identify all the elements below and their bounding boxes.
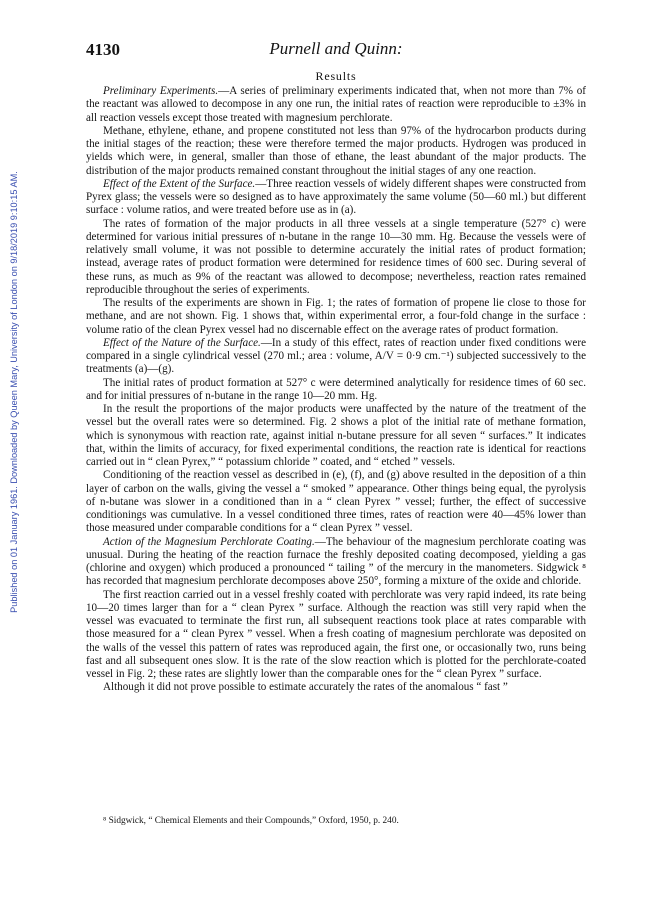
- paragraph-extent-of-surface: [86, 178, 586, 218]
- paragraph-text: —Three reaction vessels of widely different shapes were constructed from Pyrex glass; the vessels were so designed as to have approximately the same volume (50—60 ml.) but different surface : volume ratios, and were treated before use as in (a).: [86, 177, 587, 217]
- paragraph-major-products: [86, 125, 586, 178]
- page-number: 4130: [86, 40, 120, 59]
- article-body: [86, 85, 586, 695]
- paragraph-text: In the result the proportions of the major products were unaffected by the nature of the treatment of the vessel but the overall rates were so determined. Fig. 2 shows a plot of the initial rate of methane formation, which is synonymous with reaction rate, against initial n-butane pressure for all seven “ surfaces.” It indicates that, within the limits of accuracy, for fixed experimental conditions, the reaction rate is identical for reactions carried out in “ clean Pyrex,” “ potassium chloride ” coated, and “ etched ” vessels.: [86, 403, 586, 468]
- paragraph-fig1-results: [86, 297, 586, 337]
- paragraph-fast-rates: [86, 681, 586, 694]
- paragraph-text: —In a study of this effect, rates of reaction under fixed conditions were compared in a single cylindrical vessel (270 ml.; area : volume, A/V = 0·9 cm.⁻¹) subjected successively to the treatments (a)—(g).: [86, 336, 586, 376]
- page-header: [86, 40, 586, 62]
- paragraph-conditioning: [86, 469, 586, 535]
- paragraph-text: Methane, ethylene, ethane, and propene constituted not less than 97% of the hydrocarbon products during the initial stages of the reaction; these were therefore termed the major products. Hydrogen was produced in yields which were, in general, smaller than those of ethane, the least abundant of the major products. The distribution of the major products remained constant throughout the initial stages of any one reaction.: [86, 124, 586, 177]
- paragraph-first-reaction: [86, 589, 586, 682]
- paragraph-perchlorate-coating: [86, 536, 586, 589]
- paragraph-text: —A series of preliminary experiments indicated that, when not more than 7% of the reactant was allowed to decompose in any one run, the initial rates of reaction were reproducible to ±3% in all reaction vessels except those treated with magnesium perchlorate.: [86, 85, 586, 124]
- paragraph-text: Conditioning of the reaction vessel as described in (e), (f), and (g) above resulted in the deposition of a thin layer of carbon on the walls, giving the vessel a “ smoked ” appearance. Other things being equal, the pyrolysis of n-butane was slower in a conditioned than in a “ clean Pyrex ” vessel; further, the effect of successive conditionings was cumulative. In a vessel conditioned three times, rates of reaction were 40—45% lower than those measured under comparable conditions for a “ clean Pyrex ” vessel.: [86, 469, 586, 535]
- paragraph-initial-rates: [86, 377, 586, 404]
- paragraph-text: Although it did not prove possible to estimate accurately the rates of the anomalous “ fast ”: [103, 681, 508, 694]
- paragraph-lead: Effect of the Extent of the Surface.: [103, 177, 256, 190]
- section-heading: Results: [315, 69, 357, 83]
- paragraph-lead: Effect of the Nature of the Surface.: [103, 336, 261, 349]
- paragraph-nature-of-surface: [86, 337, 586, 377]
- paragraph-text: The initial rates of product formation at 527° c were determined analytically for residence times of 60 sec. and for initial pressures of n-butane in the range 10—20 mm. Hg.: [86, 376, 586, 402]
- paragraph-lead: Preliminary Experiments.: [103, 85, 219, 97]
- paragraph-text: —The behaviour of the magnesium perchlorate coating was unusual. During the heating of the reaction furnace the freshly deposited coating decomposed, yielding a gas (chlorine and oxygen) which produced a pronounced “ tailing ” of the mercury in the manometers. Sidgwick ⁸ has recorded that magnesium perchlorate decomposes above 250°, forming a mixture of the oxide and chloride.: [86, 535, 586, 588]
- paragraph-lead: Action of the Magnesium Perchlorate Coating.: [103, 535, 315, 548]
- paragraph-fig2-results: [86, 403, 586, 469]
- paragraph-text: The results of the experiments are shown in Fig. 1; the rates of formation of propene lie close to those for methane, and are not shown. Fig. 1 shows that, within experimental error, a four-fold change in the surface : volume ratio of the clean Pyrex vessel had no discernable effect on the average rates of product formation.: [86, 297, 586, 336]
- download-provenance-sidebar: [2, 92, 26, 692]
- footnote: ⁸ Sidgwick, “ Chemical Elements and their Compounds,” Oxford, 1950, p. 240.: [103, 816, 399, 826]
- paragraph-text: The first reaction carried out in a vessel freshly coated with perchlorate was very rapid indeed, its rate being 10—20 times larger than for a “ clean Pyrex ” surface. Although the reaction was still very rapid when the vessel was evacuated to terminate the first run, all subsequent reactions took place at rates comparable with those measured for a “ clean Pyrex ” vessel. When a fresh coating of magnesium perchlorate was deposited on the walls of the vessel this pattern of rates was reproduced again, the first one, or occasionally two, runs being fast and all subsequent ones slow. It is the rate of the slow reaction which is plotted for the perchlorate-coated vessel in Fig. 2; these rates are slightly lower than the comparable ones for the “ clean Pyrex ” surface.: [86, 588, 586, 680]
- provenance-text: Published on 01 January 1961. Downloaded by Queen Mary, University of London on 9/18/2019 9:10:15 AM.: [9, 171, 19, 613]
- paragraph-preliminary-experiments: [86, 85, 586, 125]
- running-title: Purnell and Quinn:: [269, 39, 403, 58]
- paragraph-rates-of-formation: [86, 218, 586, 298]
- paragraph-text: The rates of formation of the major products in all three vessels at a single temperature (527° c) were determined for various initial pressures of n-butane in the range 10—30 mm. Hg. Because the vessels were of relatively small volume, it was not possible to determine accurately the initial rates of product formation; instead, average rates of product formation were determined for residence times of 600 sec. During several of these runs, as much as 9% of the reactant was allowed to decompose; nevertheless, reaction rates remained reproducible throughout the series of experiments.: [86, 217, 586, 296]
